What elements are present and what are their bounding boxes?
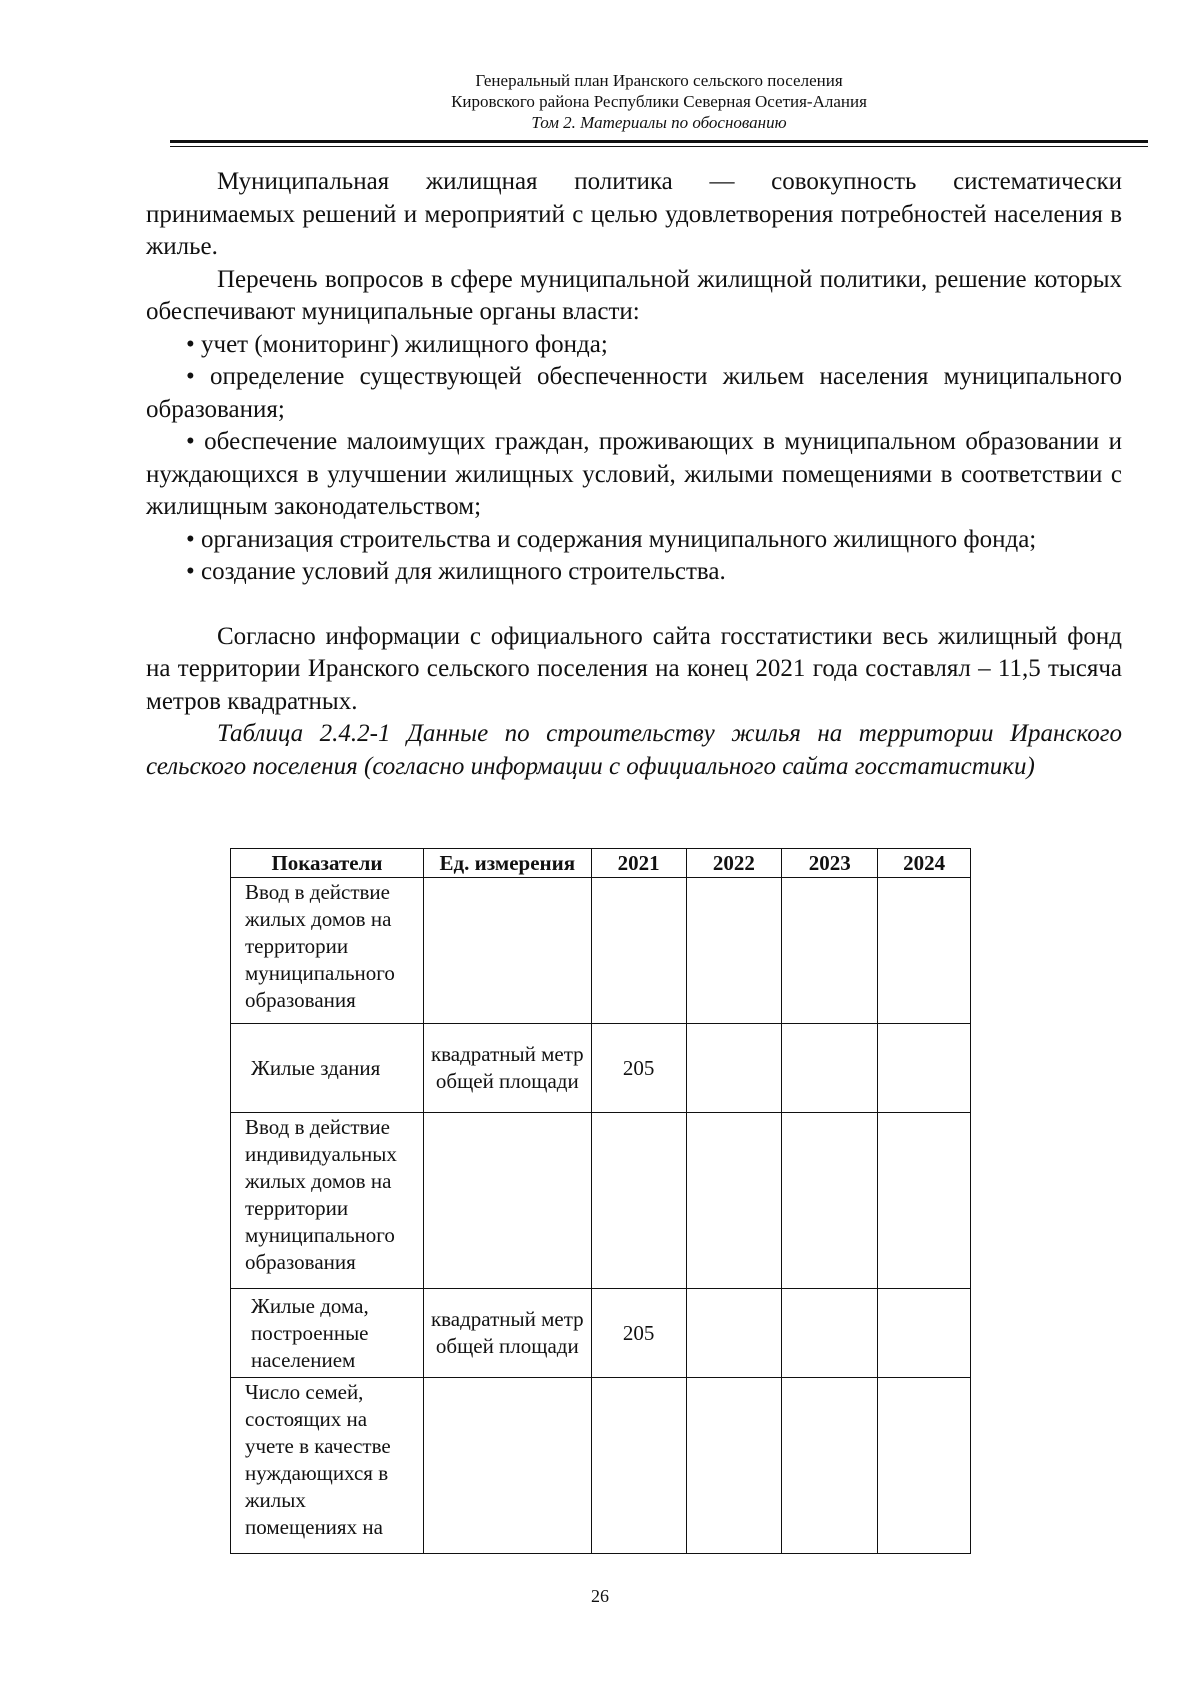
running-header	[170, 70, 1148, 133]
cell-indicator: Ввод в действие индивидуальных жилых домов на территории муниципального образования	[231, 1113, 424, 1289]
header-line-1: Генеральный план Иранского сельского поселения	[475, 71, 843, 90]
col-header-2023: 2023	[782, 849, 878, 878]
cell-2023	[782, 1024, 878, 1113]
table-row	[231, 1024, 971, 1113]
bullet-item: • создание условий для жилищного строительства.	[186, 558, 726, 585]
col-header-2024: 2024	[878, 849, 971, 878]
cell-2024	[878, 1378, 971, 1554]
cell-2022	[686, 878, 782, 1024]
paragraph-housing-stock: Согласно информации с официального сайта госстатистики весь жилищный фонд на территории Иранского сельского поселения на конец 2021 года составлял – 11,5 тысяча метров квадратных.	[146, 622, 1122, 715]
header-line-2: Кировского района Республики Северная Осетия-Алания	[451, 92, 867, 111]
housing-construction-table	[230, 848, 971, 1554]
table-row	[231, 1378, 971, 1554]
paragraph-list-intro: Перечень вопросов в сфере муниципальной жилищной политики, решение которых обеспечивают муниципальные органы власти:	[146, 265, 1122, 325]
cell-unit: квадратный метр общей площади	[423, 1024, 591, 1113]
table-row	[231, 1289, 971, 1378]
bullet-item: • обеспечение малоимущих граждан, проживающих в муниципальном образовании и нуждающихся в улучшении жилищных условий, жилыми помещениями в соответствии с жилищным законодательством;	[146, 428, 1122, 520]
col-header-indicators: Показатели	[231, 849, 424, 878]
header-rule-thin	[170, 146, 1148, 147]
cell-2024	[878, 1113, 971, 1289]
cell-indicator: Жилые здания	[231, 1024, 424, 1113]
col-header-2021: 2021	[591, 849, 686, 878]
cell-2024	[878, 1024, 971, 1113]
cell-2022	[686, 1113, 782, 1289]
cell-2021	[591, 1378, 686, 1554]
cell-2021	[591, 1113, 686, 1289]
bullet-item: • учет (мониторинг) жилищного фонда;	[186, 330, 608, 358]
header-rule-thick	[170, 140, 1148, 143]
table-row	[231, 1113, 971, 1289]
cell-unit	[423, 1113, 591, 1289]
cell-2023	[782, 878, 878, 1024]
cell-2021: 205	[591, 1024, 686, 1113]
cell-indicator: Жилые дома, построенные населением	[231, 1289, 424, 1378]
cell-indicator: Ввод в действие жилых домов на территории муниципального образования	[231, 878, 424, 1024]
cell-2024	[878, 1289, 971, 1378]
cell-unit: квадратный метр общей площади	[423, 1289, 591, 1378]
cell-2022	[686, 1378, 782, 1554]
bullet-item: • определение существующей обеспеченности жильем населения муниципального образования;	[146, 363, 1122, 423]
cell-2023	[782, 1289, 878, 1378]
cell-unit	[423, 1378, 591, 1554]
table-caption: Таблица 2.4.2-1 Данные по строительству жилья на территории Иранского сельского поселения (согласно информации с официального сайта госстатистики)	[146, 720, 1122, 780]
paragraph-gap	[146, 589, 1122, 621]
col-header-unit: Ед. измерения	[423, 849, 591, 878]
body-text	[146, 166, 1122, 783]
cell-2022	[686, 1024, 782, 1113]
cell-unit	[423, 878, 591, 1024]
table-row	[231, 878, 971, 1024]
table-header-row	[231, 849, 971, 878]
cell-2023	[782, 1378, 878, 1554]
cell-2021: 205	[591, 1289, 686, 1378]
cell-2024	[878, 878, 971, 1024]
cell-2021	[591, 878, 686, 1024]
paragraph-definition: Муниципальная жилищная политика — совокупность систематически принимаемых решений и мероприятий с целью удовлетворения потребностей населения в жилье.	[146, 168, 1122, 260]
cell-2023	[782, 1113, 878, 1289]
header-line-3: Том 2. Материалы по обоснованию	[531, 113, 787, 132]
col-header-2022: 2022	[686, 849, 782, 878]
bullet-item: • организация строительства и содержания муниципального жилищного фонда;	[186, 525, 1037, 553]
cell-2022	[686, 1289, 782, 1378]
page-number: 26	[591, 1586, 609, 1606]
cell-indicator: Число семей, состоящих на учете в качестве нуждающихся в жилых помещениях на	[231, 1378, 424, 1554]
